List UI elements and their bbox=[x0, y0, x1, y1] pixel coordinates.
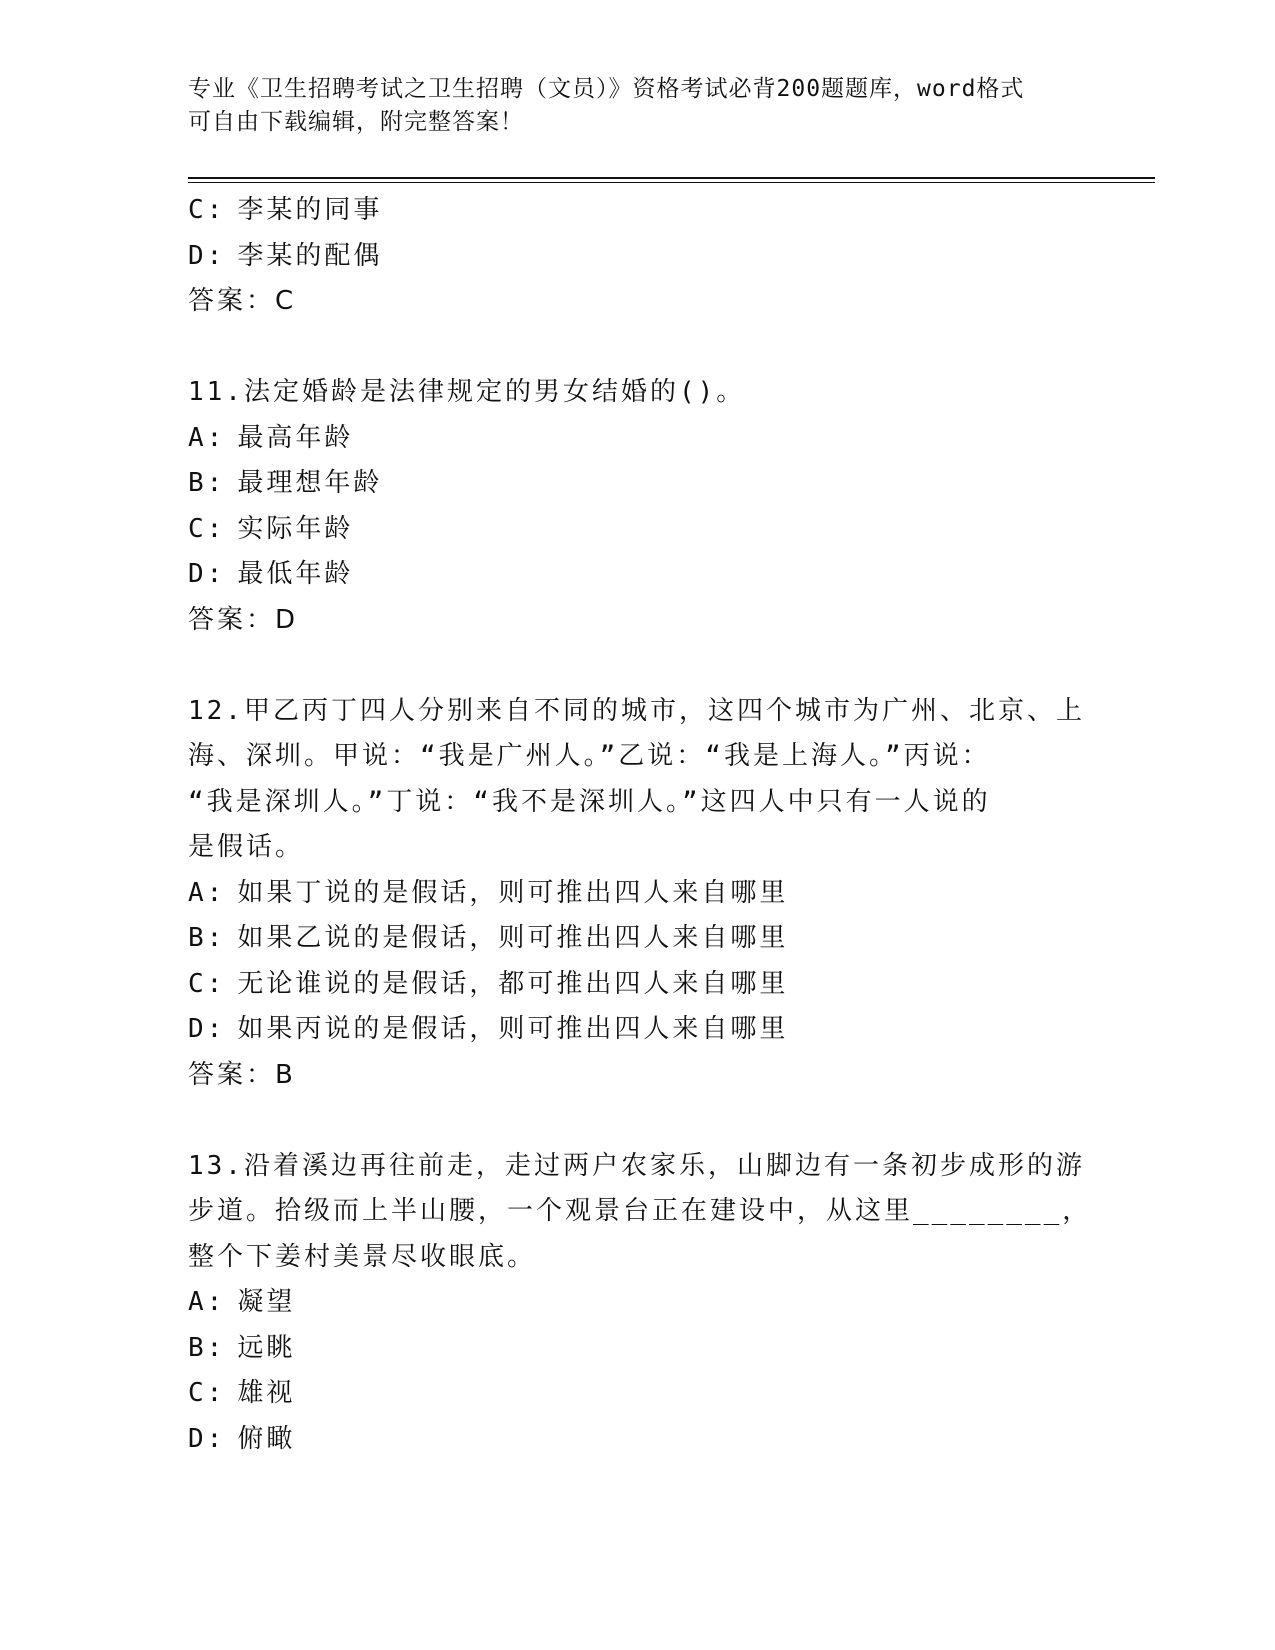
question-text: 沿着溪边再往前走，走过两户农家乐，山脚边有一条初步成形的游 bbox=[243, 1150, 1085, 1181]
option-label: B: bbox=[188, 923, 226, 953]
option-line bbox=[188, 1007, 1088, 1053]
option-line bbox=[188, 188, 1088, 234]
question-text: 甲乙丙丁四人分别来自不同的城市，这四个城市为广州、北京、上 bbox=[243, 695, 1085, 726]
header-line-2: 可自由下载编辑，附完整答案！ bbox=[188, 109, 524, 135]
question-number: 13. bbox=[188, 1150, 244, 1181]
question-text: 法定婚龄是法律规定的男女结婚的()。 bbox=[243, 377, 746, 407]
question-text-line: “我是深圳人。”丁说：“我不是深圳人。”这四人中只有一人说的 bbox=[188, 786, 991, 817]
option-text: 李某的配偶 bbox=[237, 240, 383, 271]
header-divider-thin bbox=[188, 182, 1155, 183]
spacer bbox=[188, 643, 1088, 689]
question-text-line: 步道。拾级而上半山腰，一个观景台正在建设中，从这里________， bbox=[188, 1196, 1092, 1226]
option-line bbox=[188, 962, 1088, 1008]
option-label: A: bbox=[188, 877, 226, 908]
option-text: 俯瞰 bbox=[237, 1423, 296, 1454]
option-line bbox=[188, 552, 1088, 598]
answer-line: 答案：C bbox=[188, 286, 297, 316]
option-label: A: bbox=[188, 1287, 226, 1317]
option-text: 如果丙说的是假话，则可推出四人来自哪里 bbox=[237, 1014, 789, 1044]
document-header bbox=[188, 73, 1088, 139]
option-text: 最低年龄 bbox=[237, 559, 354, 589]
question-text-line: 是假话。 bbox=[188, 832, 305, 862]
question-number: 12. bbox=[188, 695, 244, 726]
option-label: D: bbox=[188, 1423, 226, 1454]
option-line bbox=[188, 461, 1088, 507]
option-label: C: bbox=[188, 1378, 226, 1408]
option-line bbox=[188, 871, 1088, 917]
option-label: C: bbox=[188, 968, 226, 999]
option-label: C: bbox=[188, 195, 226, 225]
question-stem bbox=[188, 689, 1088, 735]
answer-line: 答案：D bbox=[188, 604, 299, 635]
question-number: 11. bbox=[188, 377, 244, 407]
option-label: D: bbox=[188, 559, 226, 589]
question-text-line: 整个下姜村美景尽收眼底。 bbox=[188, 1241, 537, 1272]
option-label: A: bbox=[188, 422, 226, 453]
header-line-1: 专业《卫生招聘考试之卫生招聘（文员）》资格考试必背200题题库，word格式 bbox=[188, 76, 1025, 102]
option-line bbox=[188, 1371, 1088, 1417]
answer-line: 答案：B bbox=[188, 1059, 296, 1090]
question-text-line: 海、深圳。甲说：“我是广州人。”乙说：“我是上海人。”丙说： bbox=[188, 741, 991, 771]
option-label: B: bbox=[188, 1332, 226, 1363]
option-line bbox=[188, 507, 1088, 553]
option-label: D: bbox=[188, 1014, 226, 1044]
option-text: 最理想年龄 bbox=[237, 468, 383, 498]
option-text: 如果乙说的是假话，则可推出四人来自哪里 bbox=[237, 923, 789, 953]
option-text: 实际年龄 bbox=[237, 513, 354, 544]
option-text: 雄视 bbox=[237, 1378, 296, 1408]
option-text: 远眺 bbox=[237, 1332, 296, 1363]
option-label: B: bbox=[188, 468, 226, 498]
spacer bbox=[188, 325, 1088, 371]
option-text: 如果丁说的是假话，则可推出四人来自哪里 bbox=[237, 877, 789, 908]
question-stem bbox=[188, 370, 1088, 416]
header-divider-thick bbox=[188, 177, 1155, 179]
spacer bbox=[188, 1098, 1088, 1144]
option-text: 无论谁说的是假话，都可推出四人来自哪里 bbox=[237, 968, 789, 999]
option-line bbox=[188, 1417, 1088, 1463]
option-label: D: bbox=[188, 240, 226, 271]
option-line bbox=[188, 234, 1088, 280]
option-text: 凝望 bbox=[237, 1287, 296, 1317]
option-text: 最高年龄 bbox=[237, 422, 354, 453]
option-line bbox=[188, 1326, 1088, 1372]
option-line bbox=[188, 416, 1088, 462]
option-text: 李某的同事 bbox=[237, 195, 383, 225]
option-line bbox=[188, 916, 1088, 962]
option-label: C: bbox=[188, 513, 226, 544]
question-stem bbox=[188, 1144, 1088, 1190]
question-content bbox=[188, 188, 1092, 1462]
option-line bbox=[188, 1280, 1088, 1326]
